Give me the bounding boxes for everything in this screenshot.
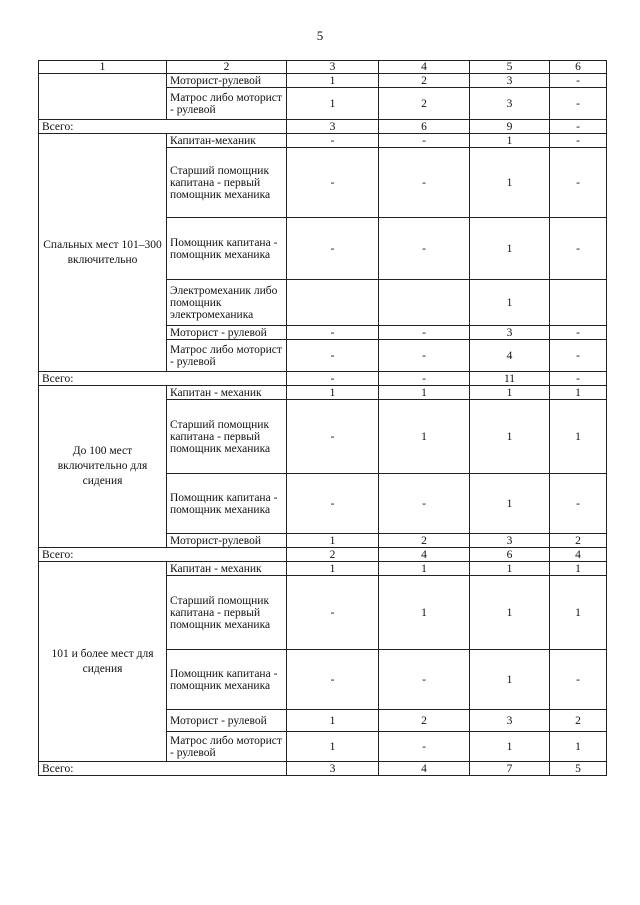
table-row	[39, 386, 607, 400]
position-cell: Матрос либо моторист - рулевой	[167, 88, 287, 120]
position-cell: Матрос либо моторист - рулевой	[167, 732, 287, 762]
total-value: 9	[470, 120, 550, 134]
value-cell: 3	[470, 710, 550, 732]
position-cell: Старший помощник капитана - первый помощник механика	[167, 576, 287, 650]
value-cell: 1	[470, 386, 550, 400]
value-cell: -	[550, 340, 607, 372]
value-cell: -	[287, 576, 379, 650]
column-header: 3	[287, 61, 379, 74]
value-cell: 1	[470, 280, 550, 326]
total-row	[39, 372, 607, 386]
total-value: -	[379, 372, 470, 386]
value-cell: -	[287, 400, 379, 474]
total-label: Всего:	[39, 372, 287, 386]
value-cell: 1	[470, 218, 550, 280]
total-value: -	[287, 372, 379, 386]
position-cell: Матрос либо моторист - рулевой	[167, 340, 287, 372]
value-cell: 4	[470, 340, 550, 372]
value-cell: 1	[550, 562, 607, 576]
position-cell: Капитан - механик	[167, 562, 287, 576]
column-header: 6	[550, 61, 607, 74]
value-cell: 1	[550, 400, 607, 474]
value-cell: 1	[470, 474, 550, 534]
total-row	[39, 762, 607, 776]
value-cell: -	[287, 650, 379, 710]
value-cell: 2	[379, 534, 470, 548]
table-header-row	[39, 61, 607, 74]
value-cell: -	[287, 218, 379, 280]
value-cell: 3	[470, 326, 550, 340]
total-value: 6	[470, 548, 550, 562]
value-cell: 1	[470, 400, 550, 474]
value-cell: -	[550, 148, 607, 218]
total-value: 4	[379, 762, 470, 776]
position-cell: Моторист - рулевой	[167, 710, 287, 732]
value-cell: 1	[470, 732, 550, 762]
value-cell: 2	[379, 710, 470, 732]
position-cell: Электромеханик либо помощник электромеханика	[167, 280, 287, 326]
value-cell: -	[287, 340, 379, 372]
value-cell: 3	[470, 534, 550, 548]
total-value: 3	[287, 762, 379, 776]
value-cell: 1	[550, 576, 607, 650]
total-row	[39, 120, 607, 134]
value-cell: 3	[470, 74, 550, 88]
value-cell	[550, 280, 607, 326]
value-cell: -	[379, 134, 470, 148]
value-cell: -	[550, 326, 607, 340]
column-header: 4	[379, 61, 470, 74]
total-value: 3	[287, 120, 379, 134]
value-cell: 1	[287, 732, 379, 762]
column-header: 2	[167, 61, 287, 74]
value-cell: -	[550, 88, 607, 120]
value-cell: -	[379, 650, 470, 710]
value-cell: -	[550, 134, 607, 148]
value-cell: -	[379, 326, 470, 340]
value-cell: 1	[550, 386, 607, 400]
total-value: -	[550, 372, 607, 386]
column-header: 1	[39, 61, 167, 74]
value-cell: 1	[287, 386, 379, 400]
category-cell: До 100 мест включительно для сидения	[39, 386, 167, 548]
total-value: -	[550, 120, 607, 134]
total-value: 4	[379, 548, 470, 562]
value-cell: 1	[287, 534, 379, 548]
total-label: Всего:	[39, 548, 287, 562]
total-value: 7	[470, 762, 550, 776]
value-cell: 1	[379, 400, 470, 474]
value-cell: -	[287, 474, 379, 534]
position-cell: Моторист-рулевой	[167, 74, 287, 88]
total-row	[39, 548, 607, 562]
table-row	[39, 562, 607, 576]
value-cell: -	[287, 134, 379, 148]
value-cell: -	[379, 218, 470, 280]
total-value: 2	[287, 548, 379, 562]
position-cell: Помощник капитана - помощник механика	[167, 650, 287, 710]
value-cell: 2	[550, 710, 607, 732]
value-cell: -	[287, 326, 379, 340]
table-row	[39, 74, 607, 88]
value-cell: -	[550, 218, 607, 280]
value-cell: 1	[470, 576, 550, 650]
value-cell: 1	[287, 562, 379, 576]
value-cell	[379, 280, 470, 326]
value-cell: -	[379, 732, 470, 762]
value-cell: -	[287, 148, 379, 218]
value-cell: 1	[470, 134, 550, 148]
value-cell: 1	[287, 88, 379, 120]
crew-table	[38, 60, 607, 776]
value-cell: -	[379, 148, 470, 218]
value-cell: 1	[379, 386, 470, 400]
value-cell: -	[379, 340, 470, 372]
value-cell: -	[550, 650, 607, 710]
value-cell: 1	[379, 562, 470, 576]
total-value: 5	[550, 762, 607, 776]
position-cell: Капитан - механик	[167, 386, 287, 400]
value-cell: 1	[470, 148, 550, 218]
value-cell: 1	[470, 562, 550, 576]
value-cell: 1	[550, 732, 607, 762]
total-value: 4	[550, 548, 607, 562]
page-number: 5	[316, 28, 324, 43]
category-cell: 101 и более мест для сидения	[39, 562, 167, 762]
value-cell: 3	[470, 88, 550, 120]
value-cell: -	[550, 74, 607, 88]
column-header: 5	[470, 61, 550, 74]
value-cell: 2	[550, 534, 607, 548]
total-value: 11	[470, 372, 550, 386]
total-value: 6	[379, 120, 470, 134]
category-cell-empty	[39, 74, 167, 120]
table-row	[39, 134, 607, 148]
value-cell: -	[379, 474, 470, 534]
position-cell: Моторист-рулевой	[167, 534, 287, 548]
category-cell: Спальных мест 101–300 включительно	[39, 134, 167, 372]
position-cell: Старший помощник капитана - первый помощник механика	[167, 400, 287, 474]
value-cell	[287, 280, 379, 326]
value-cell: 1	[470, 650, 550, 710]
value-cell: 2	[379, 88, 470, 120]
value-cell: 1	[379, 576, 470, 650]
position-cell: Моторист - рулевой	[167, 326, 287, 340]
total-label: Всего:	[39, 120, 287, 134]
position-cell: Старший помощник капитана - первый помощник механика	[167, 148, 287, 218]
position-cell: Помощник капитана - помощник механика	[167, 474, 287, 534]
value-cell: 2	[379, 74, 470, 88]
value-cell: 1	[287, 74, 379, 88]
value-cell: -	[550, 474, 607, 534]
position-cell: Капитан-механик	[167, 134, 287, 148]
value-cell: 1	[287, 710, 379, 732]
position-cell: Помощник капитана - помощник механика	[167, 218, 287, 280]
total-label: Всего:	[39, 762, 287, 776]
